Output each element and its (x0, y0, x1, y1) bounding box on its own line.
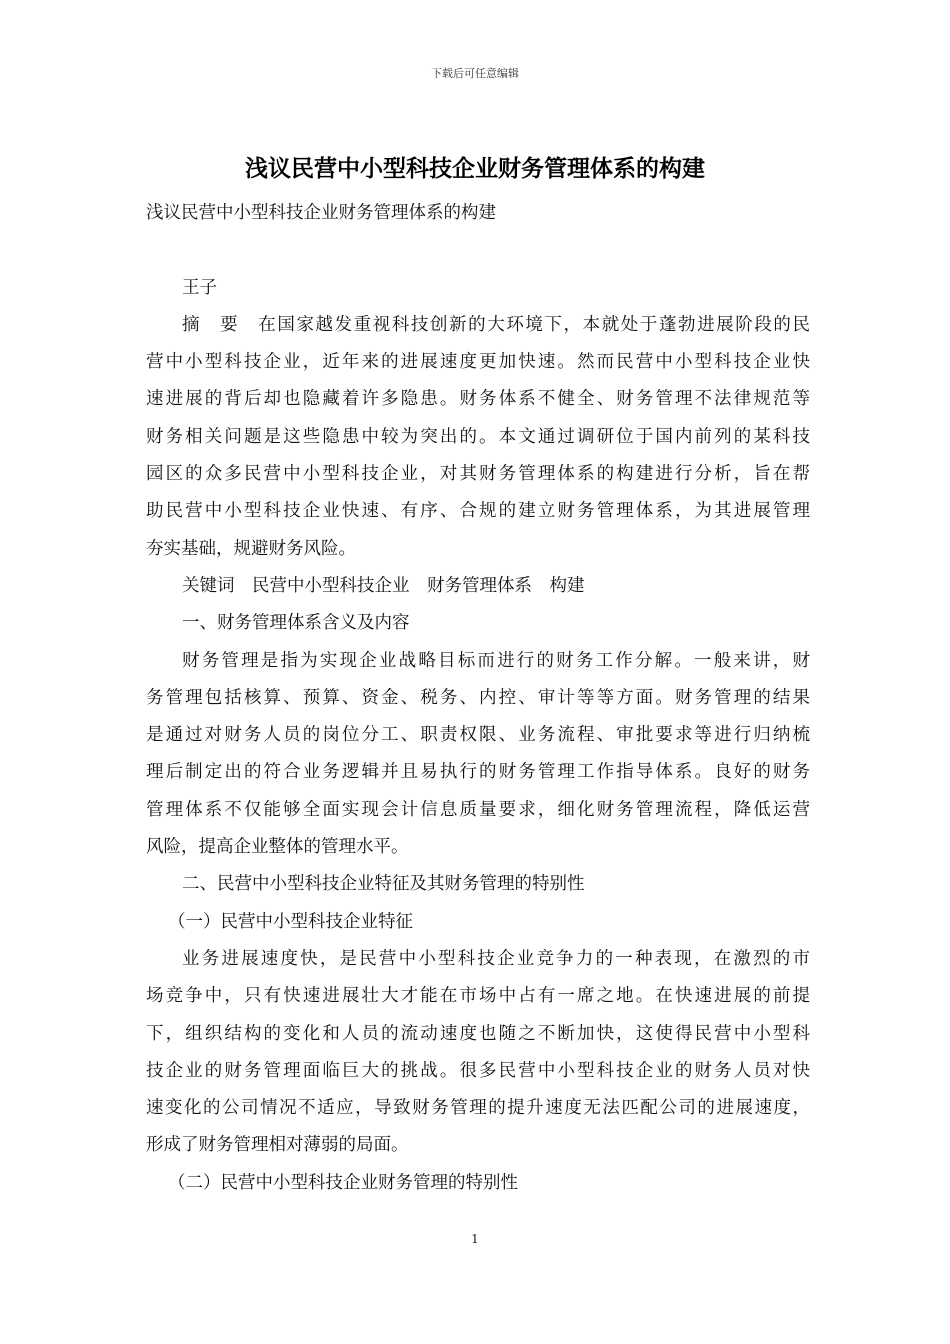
section-heading: 二、民营中小型科技企业特征及其财务管理的特别性 (182, 874, 585, 895)
abstract-line: 营中小型科技企业，近年来的进展速度更加快速。然而民营中小型科技企业快 (146, 352, 810, 373)
paragraph-line: 理后制定出的符合业务逻辑并且易执行的财务管理工作指导体系。良好的财务 (146, 762, 810, 783)
author: 王子 (182, 277, 217, 298)
paragraph-line: 技企业的财务管理面临巨大的挑战。很多民营中小型科技企业的财务人员对快 (146, 1060, 810, 1081)
subsection-heading: （一）民营中小型科技企业特征 (168, 911, 413, 932)
section-paragraph (146, 643, 810, 867)
subsection-heading: （二）民营中小型科技企业财务管理的特别性 (168, 1172, 518, 1193)
abstract-line: 助民营中小型科技企业快速、有序、合规的建立财务管理体系，为其进展管理 (146, 501, 810, 522)
paragraph-line: 下，组织结构的变化和人员的流动速度也随之不断加快，这使得民营中小型科 (146, 1023, 810, 1044)
paragraph-line: 是通过对财务人员的岗位分工、职责权限、业务流程、审批要求等进行归纳梳 (146, 725, 810, 746)
paragraph-line: 风险，提高企业整体的管理水平。 (146, 837, 409, 858)
abstract-line: 夯实基础，规避财务风险。 (146, 538, 356, 559)
paragraph-line: 形成了财务管理相对薄弱的局面。 (146, 1135, 409, 1156)
abstract-line: 摘 要 在国家越发重视科技创新的大环境下，本就处于蓬勃进展阶段的民 (182, 314, 810, 335)
abstract-line: 财务相关问题是这些隐患中较为突出的。本文通过调研位于国内前列的某科技 (146, 426, 810, 447)
section-heading: 一、财务管理体系含义及内容 (182, 613, 410, 634)
document-title: 浅议民营中小型科技企业财务管理体系的构建 (245, 155, 705, 182)
paragraph-line: 财务管理是指为实现企业战略目标而进行的财务工作分解。一般来讲，财 (182, 650, 810, 671)
section-paragraph (146, 941, 810, 1165)
abstract-line: 速进展的背后却也隐藏着许多隐患。财务体系不健全、财务管理不法律规范等 (146, 389, 810, 410)
subtitle: 浅议民营中小型科技企业财务管理体系的构建 (146, 203, 496, 223)
paragraph-line: 业务进展速度快，是民营中小型科技企业竞争力的一种表现，在激烈的市 (182, 948, 810, 969)
page-number: 1 (471, 1232, 479, 1246)
abstract (146, 307, 810, 568)
paragraph-line: 务管理包括核算、预算、资金、税务、内控、审计等等方面。财务管理的结果 (146, 687, 810, 708)
abstract-line: 园区的众多民营中小型科技企业，对其财务管理体系的构建进行分析，旨在帮 (146, 464, 810, 485)
header-note: 下载后可任意编辑 (431, 67, 519, 80)
paragraph-line: 管理体系不仅能够全面实现会计信息质量要求，细化财务管理流程，降低运营 (146, 799, 810, 820)
keywords: 关键词 民营中小型科技企业 财务管理体系 构建 (182, 575, 585, 596)
paragraph-line: 场竞争中，只有快速进展壮大才能在市场中占有一席之地。在快速进展的前提 (146, 986, 810, 1007)
blank-line (146, 232, 810, 269)
paragraph-line: 速变化的公司情况不适应，导致财务管理的提升速度无法匹配公司的进展速度， (146, 1098, 810, 1119)
document-body (146, 195, 810, 1202)
